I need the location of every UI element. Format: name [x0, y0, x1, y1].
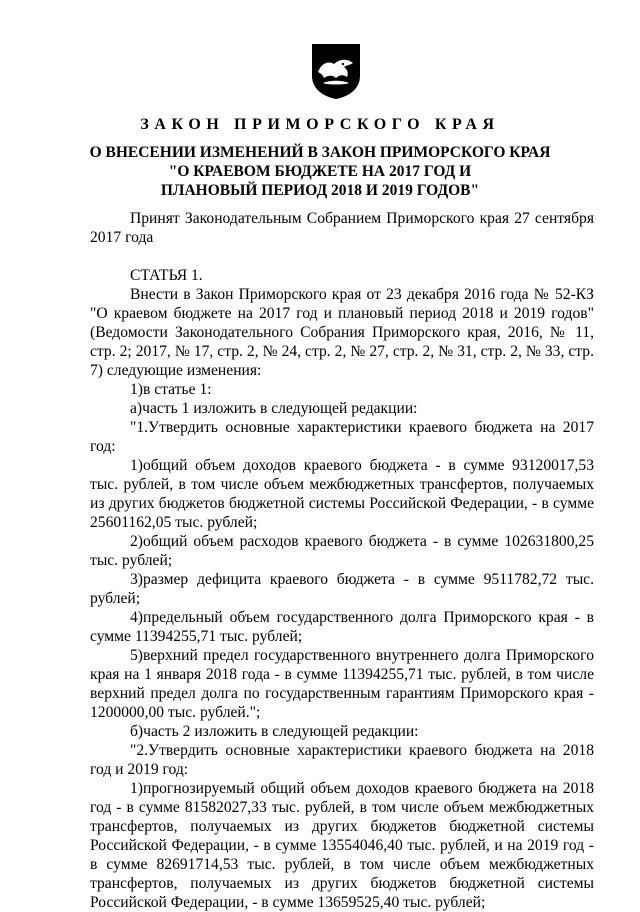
law-title: ЗАКОН ПРИМОРСКОГО КРАЯ	[140, 116, 500, 133]
point-1: 1)в статье 1:	[130, 381, 212, 398]
primorye-coat-of-arms-icon	[309, 42, 363, 100]
part1-item: 3)размер дефицита краевого бюджета - в сумме 9511782,72 тыс. рублей;	[90, 571, 594, 607]
part2-heading: "2.Утвердить основные характеристики краевого бюджета на 2018 год и 2019 год:	[90, 742, 594, 778]
part1-item: 4)предельный объем государственного долга Приморского края - в сумме 11394255,71 тыс. рублей;	[90, 609, 594, 645]
part2-item: 1)прогнозируемый общий объем доходов краевого бюджета на 2018 год - в сумме 81582027,33 тыс. рублей, в том числе объем межбюджетных трансфертов, получаемых из других бюджетов бюджетной системы Российской Федерации, - в сумме 13554046,40 тыс. рублей, и на 2019 год - в сумме 82691714,53 тыс. рублей, в том числе объем межбюджетных трансфертов, получаемых из других бюджетов бюджетной системы Российской Федерации, - в сумме 13659525,40 тыс. рублей;	[90, 780, 594, 911]
subtitle-line: "О КРАЕВОМ БЮДЖЕТЕ НА 2017 ГОД И	[168, 163, 472, 180]
subpoint-b: б)часть 2 изложить в следующей редакции:	[130, 723, 419, 740]
subpoint-a: а)часть 1 изложить в следующей редакции:	[130, 400, 418, 417]
part1-heading: "1.Утвердить основные характеристики краевого бюджета на 2017 год:	[90, 419, 594, 455]
part1-item: 2)общий объем расходов краевого бюджета - в сумме 102631800,25 тыс. рублей;	[90, 533, 594, 569]
article-heading: СТАТЬЯ 1.	[130, 267, 203, 284]
part1-item: 1)общий объем доходов краевого бюджета - в сумме 93120017,53 тыс. рублей, в том числе объем межбюджетных трансфертов, получаемых из других бюджетов бюджетной системы Российской Федерации, - в сумме 25601162,05 тыс. рублей;	[90, 457, 594, 531]
article-intro: Внести в Закон Приморского края от 23 декабря 2016 года № 52-КЗ "О краевом бюджете на 2017 год и плановый период 2018 и 2019 годов" (Ведомости Законодательного Собрания Приморского края, 2016, № 11, стр. 2; 2017, № 17, стр. 2, № 24, стр. 2, № 27, стр. 2, № 31, стр. 2, № 33, стр. 7) следующие изменения:	[90, 286, 594, 379]
subtitle-line: ПЛАНОВЫЙ ПЕРИОД 2018 И 2019 ГОДОВ"	[160, 182, 480, 199]
subtitle-line: О ВНЕСЕНИИ ИЗМЕНЕНИЙ В ЗАКОН ПРИМОРСКОГО КРАЯ	[89, 144, 551, 161]
document-body	[90, 209, 594, 912]
adoption-note: Принят Законодательным Собранием Приморского края 27 сентября 2017 года	[90, 210, 594, 246]
law-subtitle	[60, 143, 580, 200]
part1-item: 5)верхний предел государственного внутреннего долга Приморского края на 1 января 2018 года - в сумме 11394255,71 тыс. рублей, в том числе верхний предел долга по государственным гарантиям Приморского края - 1200000,00 тыс. рублей.";	[90, 647, 594, 721]
